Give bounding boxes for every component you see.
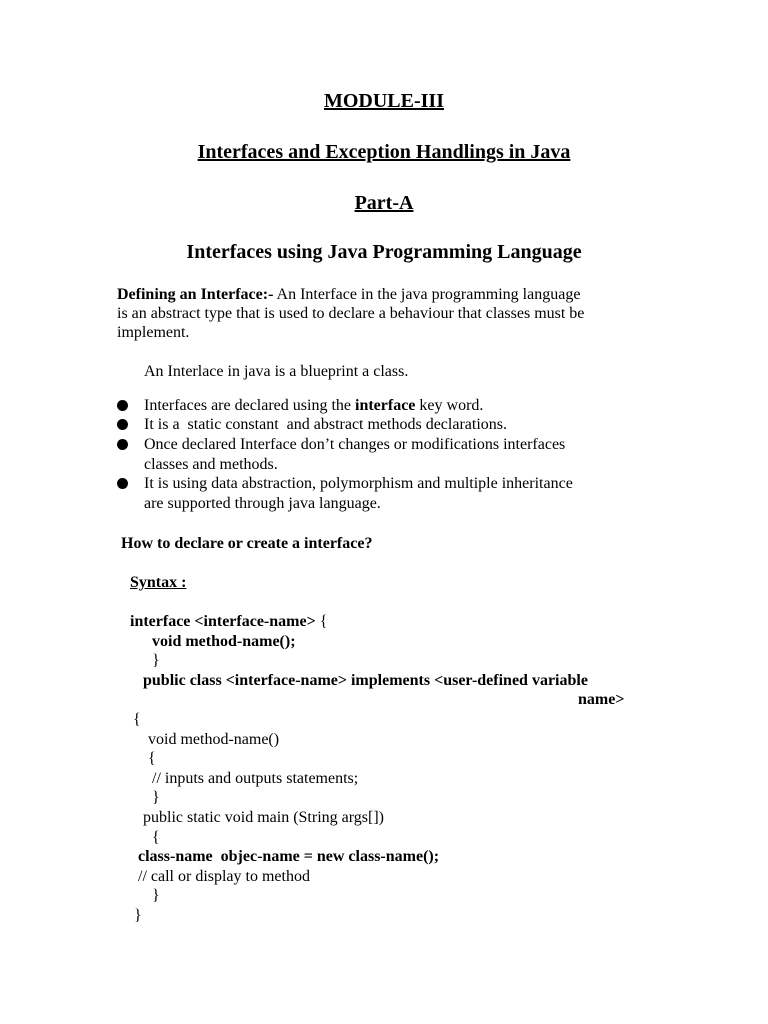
code-line-9: // inputs and outputs statements; bbox=[152, 770, 359, 787]
code-line-11: public static void main (String args[]) bbox=[143, 809, 384, 826]
code-line-12: { bbox=[152, 829, 160, 846]
definition-line-2: is an abstract type that is used to declare a behaviour that classes must be bbox=[117, 305, 585, 322]
code-line-7: void method-name() bbox=[148, 731, 280, 748]
code-line-5: name> bbox=[578, 691, 625, 708]
code-line-3: } bbox=[152, 652, 160, 669]
code-open-brace: { bbox=[315, 613, 328, 630]
code-line-1 bbox=[130, 612, 327, 632]
bullet-item-3: Once declared Interface don’t changes or modifications interfaces bbox=[144, 436, 566, 453]
bullet-1-keyword: interface bbox=[355, 397, 416, 414]
code-line-15: } bbox=[152, 887, 160, 904]
bullet-icon bbox=[117, 439, 128, 450]
code-line-4: public class <interface-name> implements <user-defined variable bbox=[143, 672, 588, 689]
bullet-item-4-cont: are supported through java language. bbox=[144, 495, 381, 512]
blueprint-note: An Interlace in java is a blueprint a class. bbox=[144, 363, 409, 380]
code-line-14: // call or display to method bbox=[138, 868, 310, 885]
syntax-label: Syntax : bbox=[130, 574, 187, 591]
bullet-1-text-b: key word. bbox=[415, 397, 484, 414]
definition-term: Defining an Interface:- bbox=[117, 286, 274, 303]
definition-text-1: An Interface in the java programming language bbox=[273, 286, 581, 303]
code-line-13: class-name objec-name = new class-name(); bbox=[138, 848, 440, 865]
definition-line-1 bbox=[117, 285, 580, 305]
section-title: Interfaces using Java Programming Language bbox=[186, 241, 582, 263]
bullet-1-text-a: Interfaces are declared using the bbox=[144, 397, 355, 414]
bullet-item-4: It is using data abstraction, polymorphism and multiple inheritance bbox=[144, 475, 573, 492]
bullet-item-1 bbox=[144, 396, 483, 416]
code-line-6: { bbox=[133, 711, 141, 728]
question-heading: How to declare or create a interface? bbox=[121, 535, 373, 552]
bullet-icon bbox=[117, 419, 128, 430]
bullet-icon bbox=[117, 478, 128, 489]
code-line-2: void method-name(); bbox=[152, 633, 296, 650]
bullet-icon bbox=[117, 400, 128, 411]
definition-line-3: implement. bbox=[117, 324, 190, 341]
part-title: Part-A bbox=[354, 192, 414, 214]
bullet-item-3-cont: classes and methods. bbox=[144, 456, 278, 473]
bullet-item-2: It is a static constant and abstract methods declarations. bbox=[144, 416, 507, 433]
code-line-16: } bbox=[134, 907, 142, 924]
module-title: MODULE-III bbox=[323, 90, 444, 112]
code-interface-decl: interface <interface-name> bbox=[130, 613, 316, 630]
chapter-title: Interfaces and Exception Handlings in Java bbox=[197, 141, 571, 163]
code-line-10: } bbox=[152, 789, 160, 806]
code-line-8: { bbox=[148, 750, 156, 767]
